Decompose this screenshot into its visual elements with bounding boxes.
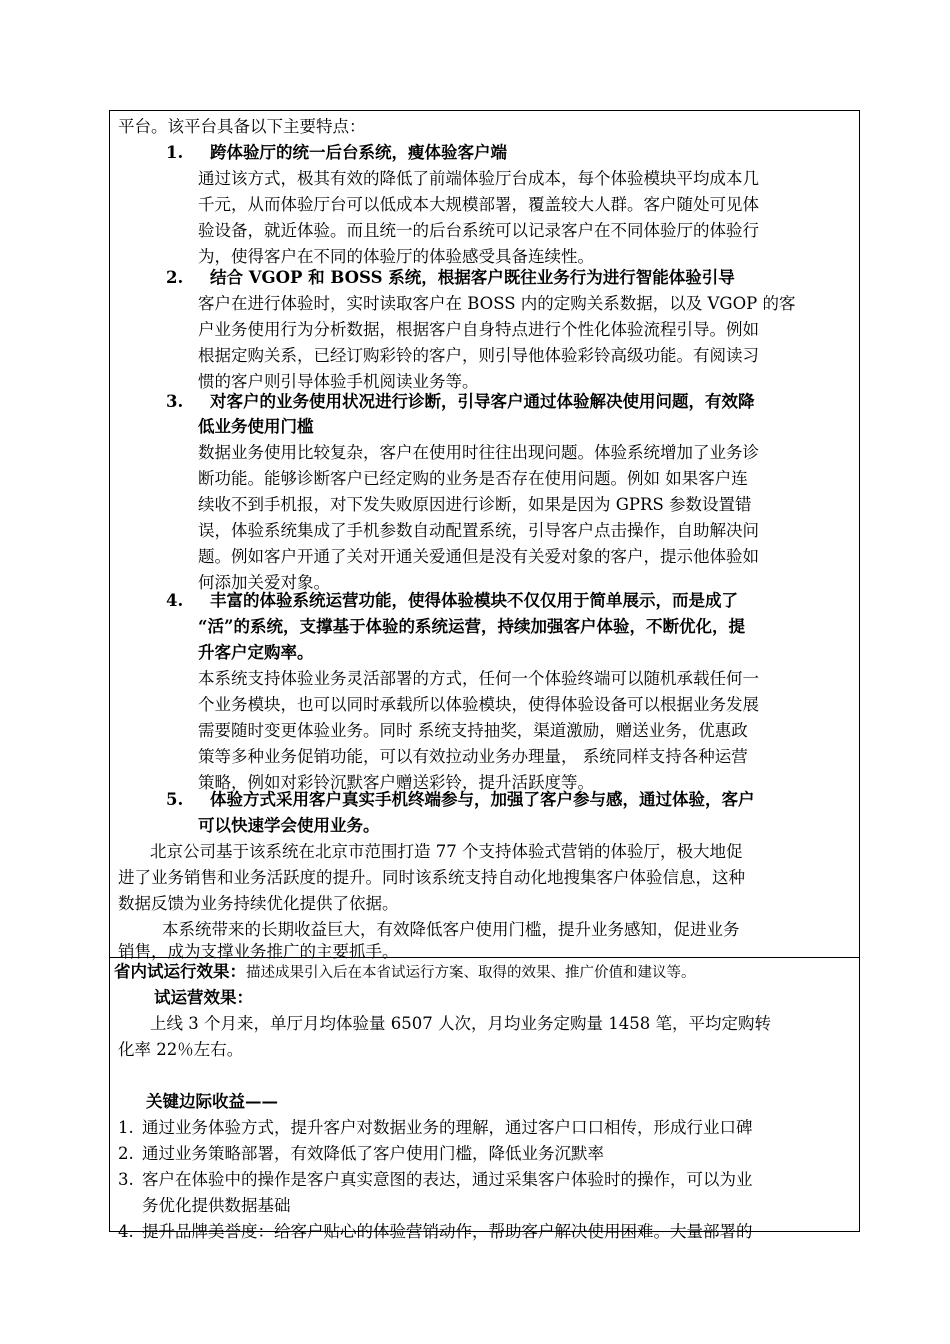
feature-number: 4. bbox=[166, 591, 184, 610]
feature-body-line: 数据业务使用比较复杂，客户在使用时往往出现问题。体验系统增加了业务诊 bbox=[198, 443, 759, 462]
paragraph-line: 数据反馈为业务持续优化提供了依据。 bbox=[118, 894, 399, 913]
trial-line: 化率 22％左右。 bbox=[118, 1040, 244, 1059]
paragraph-line: 北京公司基于该系统在北京市范围打造 77 个支持体验式营销的体验厅，极大地促 bbox=[150, 842, 743, 861]
benefit-item: 4. 提升品牌美誉度：给客户贴心的体验营销动作，帮助客户解决使用困难。大量部署的 bbox=[118, 1219, 753, 1245]
feature-body-line: 需要随时变更体验业务。同时 系统支持抽奖，渠道激励，赠送业务，优惠政 bbox=[198, 721, 748, 740]
benefit-number: 1. bbox=[118, 1118, 134, 1137]
benefit-number: 4. bbox=[118, 1222, 134, 1241]
feature-body-line: 个业务模块，也可以同时承载所以体验模块，使得体验设备可以根据业务发展 bbox=[198, 695, 759, 714]
feature-body-line: 策略，例如对彩铃沉默客户赠送彩铃，提升活跃度等。 bbox=[198, 773, 594, 792]
feature-heading-cont: 升客户定购率。 bbox=[198, 643, 314, 662]
benefit-item: 2. 通过业务策略部署，有效降低了客户使用门槛，降低业务沉默率 bbox=[118, 1141, 604, 1167]
benefit-item: 1. 通过业务体验方式，提升客户对数据业务的理解，通过客户口口相传，形成行业口碑 bbox=[118, 1115, 753, 1141]
feature-body-line: 千元，从而体验厅台可以低成本大规模部署，覆盖较大人群。客户随处可见体 bbox=[198, 195, 759, 214]
feature-body-line: 通过该方式，极其有效的降低了前端体验厅台成本，每个体验模块平均成本几 bbox=[198, 169, 759, 188]
content-cell bbox=[110, 111, 859, 958]
feature-body-line: 客户在进行体验时，实时读取客户在 BOSS 内的定购关系数据，以及 VGOP 的客 bbox=[198, 294, 796, 313]
document-table bbox=[109, 110, 860, 1241]
feature-body-line: 根据定购关系，已经订购彩铃的客户，则引导他体验彩铃高级功能。有阅读习 bbox=[198, 346, 759, 365]
feature-body-line: 续收不到手机报，对下发失败原因进行诊断，如果是因为 GPRS 参数设置错 bbox=[198, 495, 752, 514]
feature-heading: 2. 结合 VGOP 和 BOSS 系统，根据客户既往业务行为进行智能体验引导 bbox=[166, 265, 735, 291]
paragraph-line: 进了业务销售和业务活跃度的提升。同时该系统支持自动化地搜集客户体验信息，这种 bbox=[118, 868, 745, 887]
feature-number: 2. bbox=[166, 268, 184, 287]
trial-label-note: 描述成果引入后在本省试运行方案、取得的效果、推广价值和建议等。 bbox=[246, 965, 696, 981]
benefit-item: 3. 客户在体验中的操作是客户真实意图的表达，通过采集客户体验时的操作，可以为业 bbox=[118, 1167, 753, 1193]
feature-heading: 4. 丰富的体验系统运营功能，使得体验模块不仅仅用于简单展示，而是成了 bbox=[166, 588, 738, 614]
benefit-item-cont: 务优化提供数据基础 bbox=[142, 1196, 291, 1215]
feature-body-line: 策等多种业务促销功能，可以有效拉动业务办理量， 系统同样支持各种运营 bbox=[198, 747, 748, 766]
feature-body-line: 断功能。能够诊断客户已经定购的业务是否存在使用问题。例如 如果客户连 bbox=[198, 469, 748, 488]
paragraph-line: 本系统带来的长期收益巨大，有效降低客户使用门槛，提升业务感知，促进业务 bbox=[162, 920, 740, 939]
trial-label-line bbox=[114, 959, 696, 985]
feature-body-line: 本系统支持体验业务灵活部署的方式，任何一个体验终端可以随机承载任何一 bbox=[198, 669, 759, 688]
feature-number: 3. bbox=[166, 392, 184, 411]
trial-line: 上线 3 个月来，单厅月均体验量 6507 人次，月均业务定购量 1458 笔，平均定购转 bbox=[150, 1014, 771, 1033]
feature-heading-cont: 可以快速学会使用业务。 bbox=[198, 816, 380, 835]
trial-heading: 试运营效果： bbox=[154, 988, 253, 1007]
intro-line: 平台。该平台具备以下主要特点： bbox=[118, 117, 366, 136]
benefit-number: 2. bbox=[118, 1144, 134, 1163]
feature-body-line: 惯的客户则引导体验手机阅读业务等。 bbox=[198, 372, 479, 391]
paragraph-line: 销售，成为支撑业务推广的主要抓手。 bbox=[118, 942, 399, 961]
benefit-heading: 关键边际收益—— bbox=[146, 1092, 278, 1111]
feature-body-line: 为，使得客户在不同的体验厅的体验感受具备连续性。 bbox=[198, 247, 594, 266]
feature-heading-cont: 低业务使用门槛 bbox=[198, 417, 314, 436]
trial-label: 省内试运行效果： bbox=[114, 962, 246, 981]
feature-heading: 3. 对客户的业务使用状况进行诊断，引导客户通过体验解决使用问题，有效降 bbox=[166, 389, 755, 415]
feature-heading: 1. 跨体验厅的统一后台系统，瘦体验客户端 bbox=[166, 140, 507, 166]
feature-number: 1. bbox=[166, 143, 184, 162]
benefit-number: 3. bbox=[118, 1170, 134, 1189]
feature-number: 5. bbox=[166, 790, 184, 809]
feature-body-line: 验设备，就近体验。而且统一的后台系统可以记录客户在不同体验厅的体验行 bbox=[198, 221, 759, 240]
feature-body-line: 何添加关爱对象。 bbox=[198, 573, 330, 592]
feature-heading-cont: “活”的系统，支撑基于体验的系统运营，持续加强客户体验，不断优化，提 bbox=[198, 617, 745, 636]
feature-body-line: 误，体验系统集成了手机参数自动配置系统，引导客户点击操作，自助解决问 bbox=[198, 521, 759, 540]
feature-body-line: 户业务使用行为分析数据，根据客户自身特点进行个性化体验流程引导。例如 bbox=[198, 320, 759, 339]
feature-body-line: 题。例如客户开通了关对开通关爱通但是没有关爱对象的客户，提示他体验如 bbox=[198, 547, 759, 566]
feature-heading: 5. 体验方式采用客户真实手机终端参与，加强了客户参与感，通过体验，客户 bbox=[166, 787, 755, 813]
